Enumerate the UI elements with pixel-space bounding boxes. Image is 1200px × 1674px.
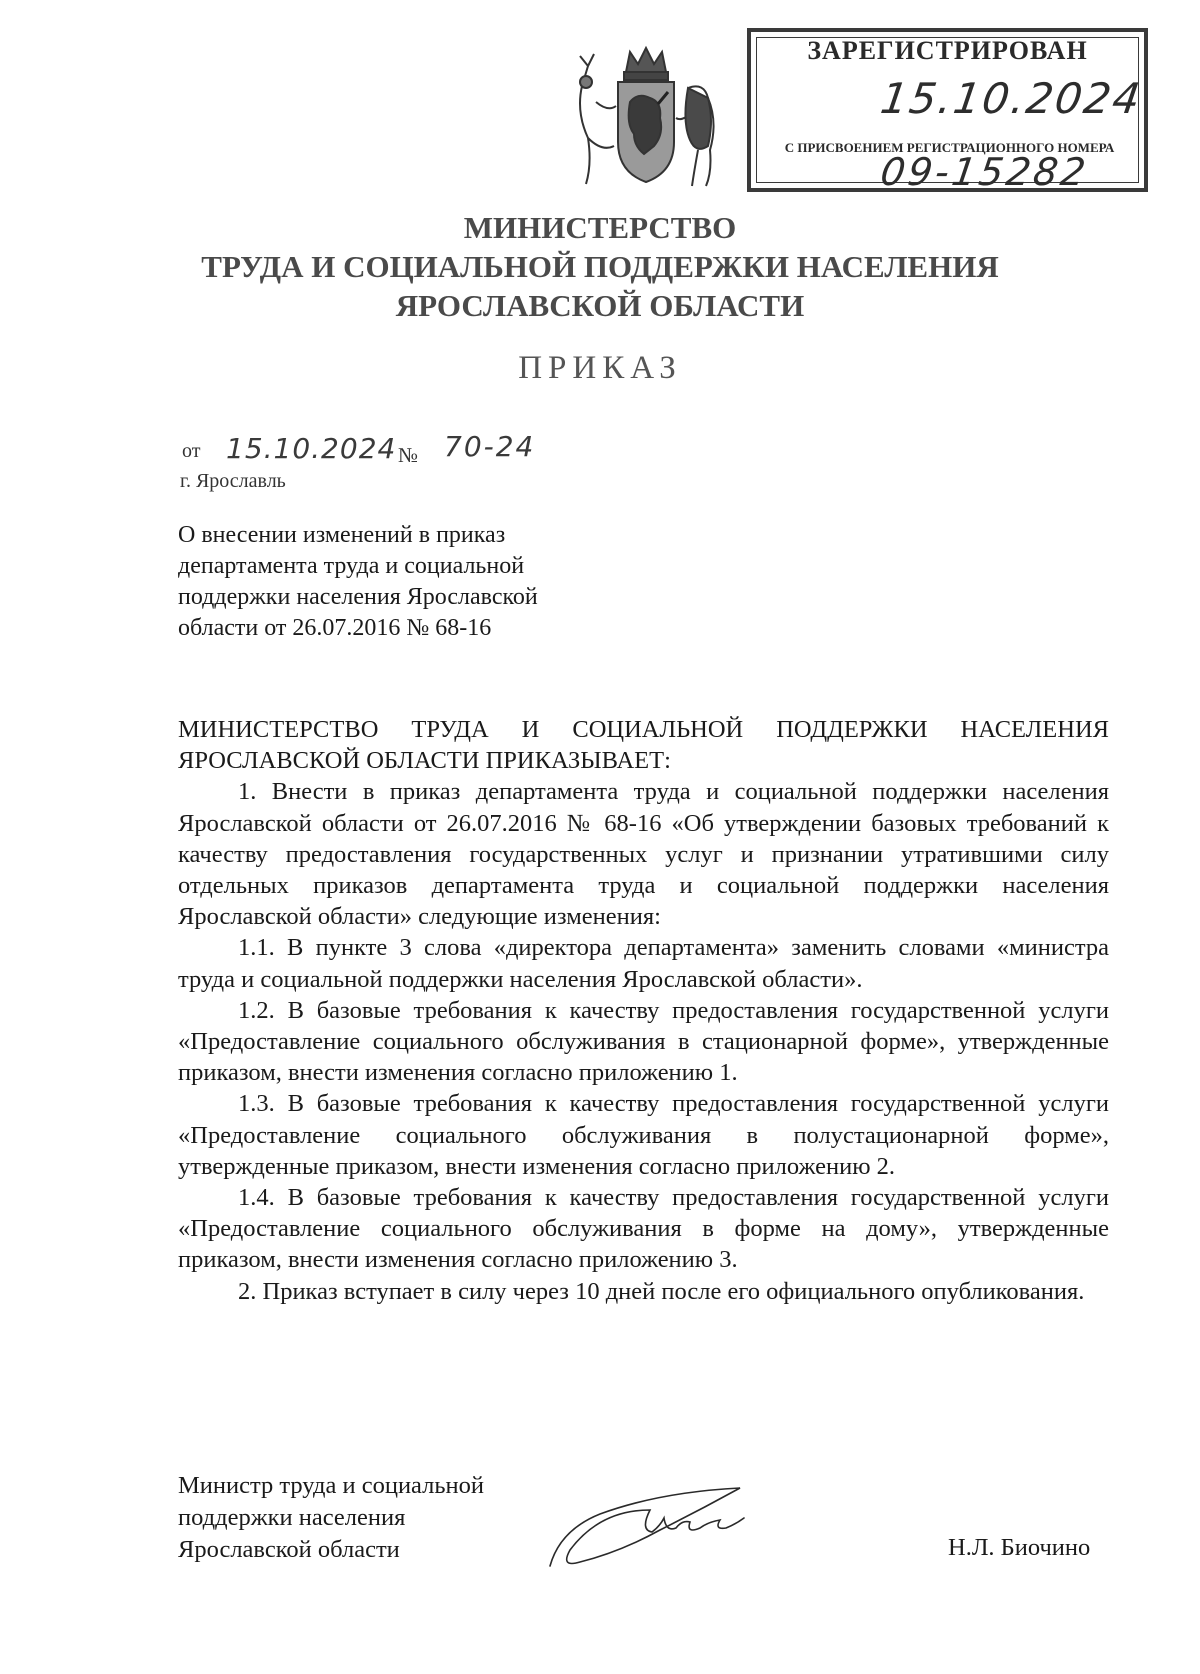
from-label: от: [182, 440, 201, 462]
paragraph-1-4: 1.4. В базовые требования к качеству предоставления государственной услуги «Предоставление социального обслуживания в форме на дому», утвержденные приказом, внести изменения согласно приложению 3.: [178, 1184, 1109, 1274]
paragraph-1-3: 1.3. В базовые требования к качеству предоставления государственной услуги «Предоставление социального обслуживания в полустационарной форме», утвержденные приказом, внести изменения согласно приложению 2.: [178, 1090, 1109, 1180]
signatory-name: Н.Л. Биочино: [948, 1534, 1091, 1561]
number-sign: №: [398, 443, 419, 467]
subject-line: области от 26.07.2016 № 68-16: [178, 615, 492, 641]
position-line: Министр труда и социальной: [178, 1472, 485, 1499]
signatory-position: [178, 1470, 484, 1566]
ministry-title-line3: ЯРОСЛАВСКОЙ ОБЛАСТИ: [395, 288, 805, 323]
position-line: поддержки населения: [178, 1504, 406, 1531]
paragraph-1-2: 1.2. В базовые требования к качеству предоставления государственной услуги «Предоставление социального обслуживания в стационарной форме», утвержденные приказом, внести изменения согласно приложению 1.: [178, 996, 1109, 1087]
paragraph-1: 1. Внести в приказ департамента труда и социальной поддержки населения Ярославской области от 26.07.2016 № 68-16 «Об утверждении базовых требований к качеству предоставления государственных услуг и признании утратившими силу отдельных приказов департамента труда и социальной поддержки населения Ярославской области» следующие изменения:: [178, 778, 1109, 931]
stamp-date: 15.10.2024: [877, 74, 1145, 123]
order-number-handwritten: 70-24: [444, 430, 536, 463]
paragraph-1-1: 1.1. В пункте 3 слова «директора департамента» заменить словами «министра труда и социальной поддержки населения Ярославской области».: [178, 934, 1109, 993]
subject-line: департамента труда и социальной: [178, 553, 525, 579]
paragraph-2: 2. Приказ вступает в силу через 10 дней после его официального опубликования.: [238, 1277, 1085, 1305]
ministry-title: [0, 208, 1200, 325]
order-body: [178, 714, 1109, 1307]
position-line: Ярославской области: [178, 1536, 400, 1563]
order-date-handwritten: 15.10.2024: [226, 432, 397, 465]
city: г. Ярославль: [180, 470, 286, 492]
order-subject: [178, 520, 618, 644]
document-type: ПРИКАЗ: [518, 350, 682, 386]
stamp-registration-number: 09-15282: [877, 150, 1092, 194]
subject-line: поддержки населения Ярославской: [178, 584, 538, 610]
preamble: МИНИСТЕРСТВО ТРУДА И СОЦИАЛЬНОЙ ПОДДЕРЖКИ НАСЕЛЕНИЯ ЯРОСЛАВСКОЙ ОБЛАСТИ ПРИКАЗЫВАЕТ:: [178, 716, 1109, 775]
ministry-title-line2: ТРУДА И СОЦИАЛЬНОЙ ПОДДЕРЖКИ НАСЕЛЕНИЯ: [201, 249, 999, 284]
coat-of-arms-emblem: [568, 42, 724, 192]
registration-stamp: [747, 28, 1148, 192]
stamp-subtitle: С ПРИСВОЕНИЕМ РЕГИСТРАЦИОННОГО НОМЕРА: [784, 140, 1115, 155]
handwritten-signature: [540, 1470, 770, 1580]
ministry-title-line1: МИНИСТЕРСТВО: [463, 210, 737, 245]
stamp-title: ЗАРЕГИСТРИРОВАН: [807, 36, 1088, 65]
subject-line: О внесении изменений в приказ: [178, 522, 506, 548]
